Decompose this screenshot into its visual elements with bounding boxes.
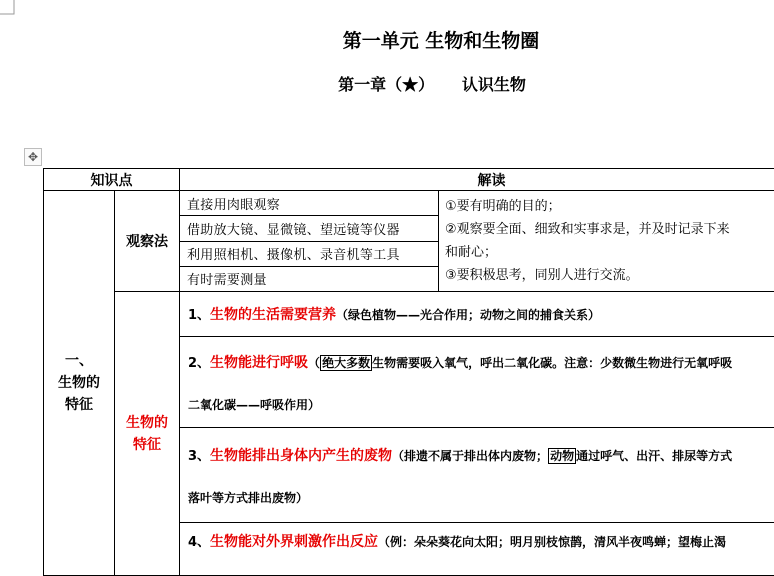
observation-item: 有时需要测量 xyxy=(180,266,439,291)
feature-note-continued: 二氧化碳——呼吸作用） xyxy=(188,396,774,413)
knowledge-table xyxy=(43,168,774,576)
observation-item: 利用照相机、摄像机、录音机等工具 xyxy=(180,241,439,266)
feature-number: 3、 xyxy=(188,449,210,464)
highlight-box: 动物 xyxy=(548,448,576,464)
feature-title: 生物的生活需要营养 xyxy=(210,307,336,323)
feature-note: 通过呼气、出汗、排尿等方式 xyxy=(576,449,732,463)
section-label-line: 生物的 xyxy=(58,375,100,391)
feature-note: （绿色植物——光合作用；动物之间的捕食关系） xyxy=(336,308,600,322)
feature-item-excretion xyxy=(180,428,774,523)
feature-title: 生物能排出身体内产生的废物 xyxy=(210,448,392,464)
observation-interpretation xyxy=(439,191,774,292)
section-label-line: 特征 xyxy=(65,397,93,413)
highlight-box: 绝大多数 xyxy=(320,355,372,371)
interpretation-line: ①要有明确的目的； xyxy=(445,195,774,218)
feature-note-open: （排遗不属于排出体内废物； xyxy=(392,449,548,463)
observation-method-label: 观察法 xyxy=(115,191,180,292)
unit-title: 第一单元 生物和生物圈 xyxy=(0,26,774,53)
header-knowledge-point: 知识点 xyxy=(44,169,180,191)
interpretation-line: 和耐心； xyxy=(445,241,774,264)
interpretation-line: ③要积极思考，同别人进行交流。 xyxy=(445,264,774,287)
chapter-title: 第一章（★） 认识生物 xyxy=(0,72,774,95)
header-interpretation: 解读 xyxy=(180,169,774,191)
feature-title: 生物能进行呼吸 xyxy=(210,355,308,371)
feature-note: （例：朵朵葵花向太阳；明月别枝惊鹊，清风半夜鸣蝉；望梅止渴 xyxy=(378,535,726,549)
features-label xyxy=(115,292,180,576)
feature-item-respiration xyxy=(180,337,774,428)
section-label-line: 一、 xyxy=(65,353,93,369)
table-row xyxy=(44,292,774,337)
section-label xyxy=(44,191,115,576)
feature-item-stimulus xyxy=(180,523,774,576)
feature-title: 生物能对外界刺激作出反应 xyxy=(210,534,378,550)
corner-bracket-icon xyxy=(0,0,18,18)
observation-item: 直接用肉眼观察 xyxy=(180,191,439,216)
table-row xyxy=(44,191,774,216)
feature-number: 2、 xyxy=(188,356,210,371)
feature-number: 4、 xyxy=(188,535,210,550)
feature-note: 生物需要吸入氧气，呼出二氧化碳。注意：少数微生物进行无氧呼吸 xyxy=(372,356,732,370)
feature-item-nutrition xyxy=(180,292,774,337)
observation-item: 借助放大镜、显微镜、望远镜等仪器 xyxy=(180,216,439,241)
feature-number: 1、 xyxy=(188,308,210,323)
feature-note-open: （ xyxy=(308,356,320,370)
feature-note-continued: 落叶等方式排出废物） xyxy=(188,489,774,506)
features-label-line: 生物的 xyxy=(126,415,168,431)
features-label-line: 特征 xyxy=(133,437,161,453)
interpretation-line: ②观察要全面、细致和实事求是，并及时记录下来 xyxy=(445,218,774,241)
table-header-row xyxy=(44,169,774,191)
move-cross-icon[interactable]: ✥ xyxy=(24,148,42,166)
